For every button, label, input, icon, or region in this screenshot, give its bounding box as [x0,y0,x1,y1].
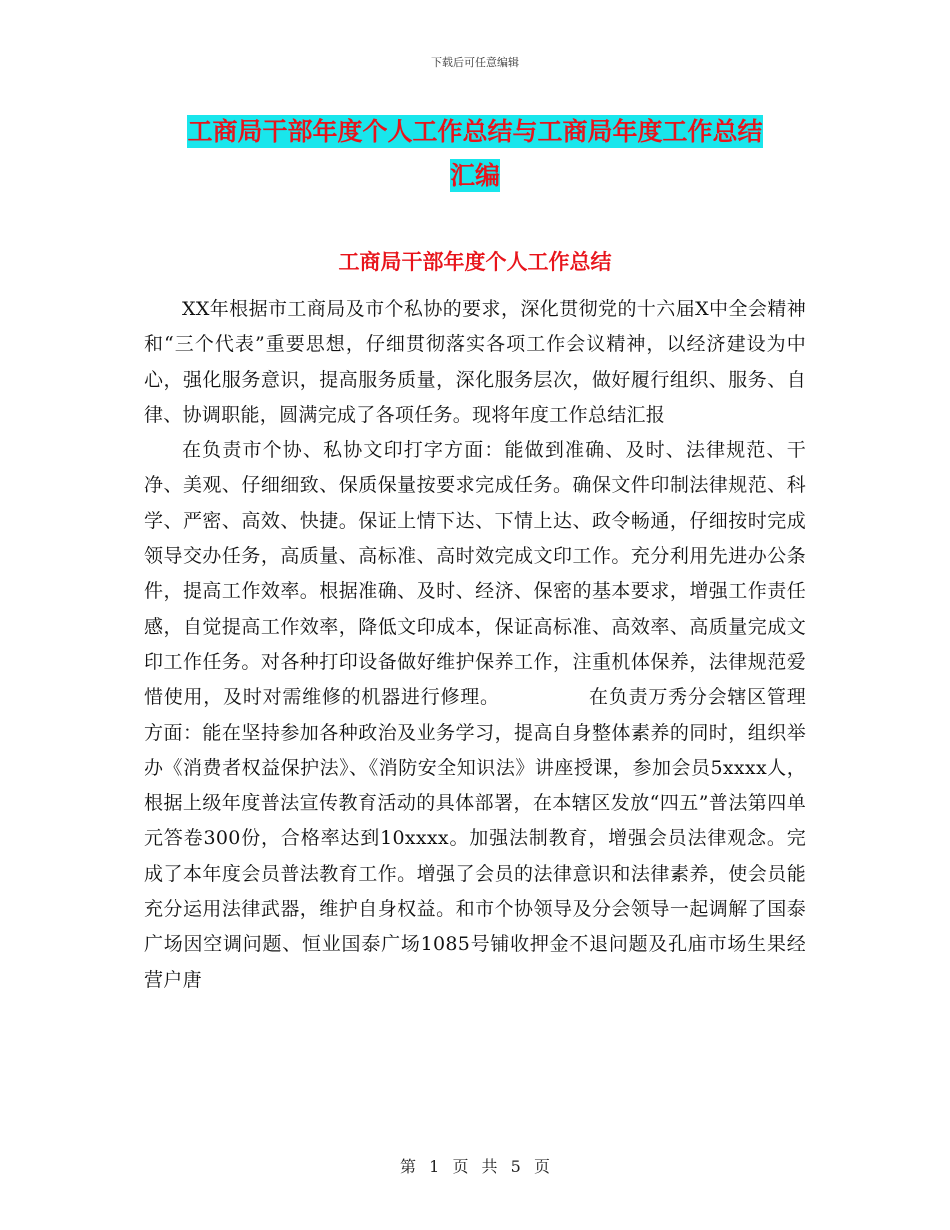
section-title: 工商局干部年度个人工作总结 [338,250,612,274]
paragraph-1: XX年根据市工商局及市个私协的要求，深化贯彻党的十六届X中全会精神和“三个代表”重要思想，仔细贯彻落实各项工作会议精神，以经济建设为中心，强化服务意识，提高服务质量，深化服务层次，做好履行组织、服务、自律、协调职能，圆满完成了各项任务。现将年度工作总结汇报 [144,298,806,426]
footer-gong: 共 [481,1157,498,1176]
header-note: 下载后可任意编辑 [431,56,519,69]
main-title-line-1: 工商局干部年度个人工作总结与工商局年度工作总结 [187,117,763,146]
main-title [140,110,810,198]
footer-di: 第 [400,1157,417,1176]
footer-page-number: 1 [429,1157,440,1176]
body-text [144,292,806,998]
footer-total-pages: 5 [510,1157,521,1176]
page-footer [0,1154,950,1177]
footer-ye-2: 页 [533,1157,550,1176]
footer-ye: 页 [452,1157,469,1176]
main-title-line-2: 汇编 [449,161,500,190]
paragraph-2: 在负责市个协、私协文印打字方面：能做到准确、及时、法律规范、干净、美观、仔细细致、保质保量按要求完成任务。确保文件印制法律规范、科学、严密、高效、快捷。保证上情下达、下情上达、政令畅通，仔细按时完成领导交办任务，高质量、高标准、高时效完成文印工作。充分利用先进办公条件，提高工作效率。根据准确、及时、经济、保密的基本要求，增强工作责任感，自觉提高工作效率，降低文印成本，保证高标准、高效率、高质量完成文印工作任务。对各种打印设备做好维护保养工作，注重机体保养，法律规范爱惜使用，及时对需维修的机器进行修理。 在负责万秀分会辖区管理方面：能在坚持参加各种政治及业务学习，提高自身整体素养的同时，组织举办《消费者权益保护法》、《消防安全知识法》讲座授课，参加会员5xxxx人，根据上级年度普法宣传教育活动的具体部署，在本辖区发放“四五”普法第四单元答卷300份，合格率达到10xxxx。加强法制教育，增强会员法律观念。完成了本年度会员普法教育工作。增强了会员的法律意识和法律素养，使会员能充分运用法律武器，维护自身权益。和市个协领导及分会领导一起调解了国泰广场因空调问题、恒业国泰广场1085号铺收押金不退问题及孔庙市场生果经营户唐 [144,439,806,991]
